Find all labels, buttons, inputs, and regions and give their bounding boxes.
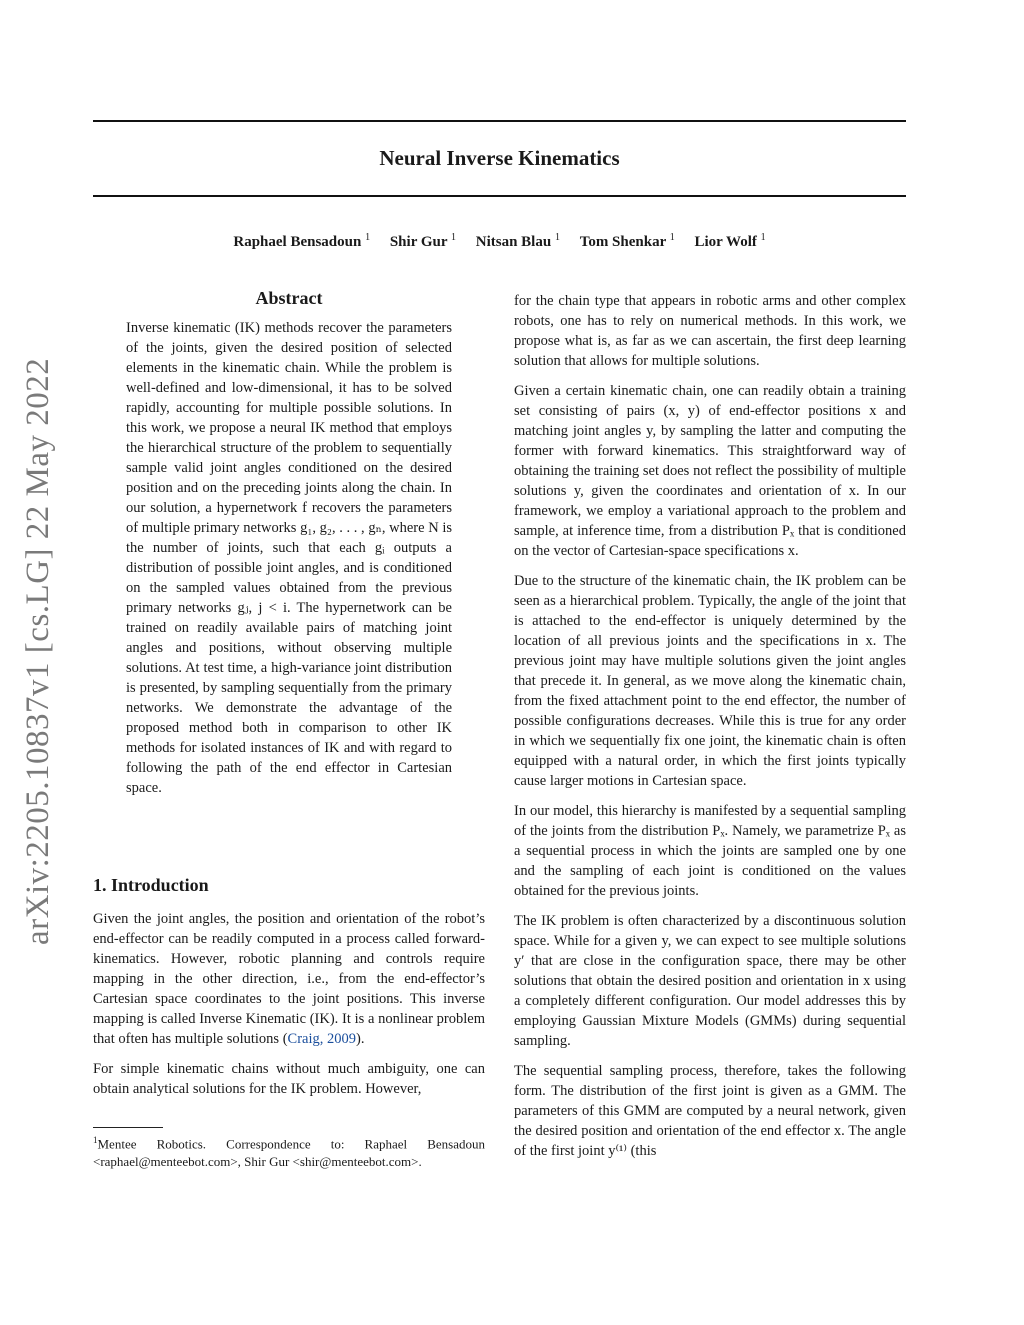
author-name: Tom Shenkar — [579, 234, 666, 250]
paragraph-text: Given the joint angles, the position and orientation of the robot’s end-effector can be readily computed in a process called forward-kinematics. However, robotic planning and controls require mapping in the other direction, i.e., from the end-effector’s Cartesian space coordinates to the joint positions. This inverse mapping is called Inverse Kinematic (IK). It is a nonlinear problem that often has multiple solutions ( — [93, 911, 485, 1047]
author — [390, 234, 456, 250]
title-rule-top — [93, 120, 906, 122]
footnote — [93, 1131, 485, 1171]
intro-paragraph-2: For simple kinematic chains without much ambiguity, one can obtain analytical solutions for the IK problem. However, — [93, 1061, 485, 1097]
author — [476, 234, 560, 250]
arxiv-identifier-stamp: arXiv:2205.10837v1 [cs.LG] 22 May 2022 — [20, 357, 56, 945]
author — [580, 234, 675, 250]
right-column-body — [514, 291, 906, 1171]
author-affiliation: 1 — [760, 232, 766, 243]
author-name: Lior Wolf — [694, 234, 757, 250]
author-name: Nitsan Blau — [475, 234, 552, 250]
title-rule-bottom — [93, 195, 906, 197]
footnote-divider — [93, 1127, 163, 1128]
body-paragraph: The sequential sampling process, therefore, takes the following form. The distribution of the first joint is given as a GMM. The parameters of this GMM are computed by a neural network, given the desired position and orientation of the end effector x. The angle of the first joint y⁽¹⁾ (this — [514, 1063, 906, 1159]
paper-title: Neural Inverse Kinematics — [379, 146, 620, 170]
author-list — [93, 232, 906, 251]
body-paragraph: The IK problem is often characterized by a discontinuous solution space. While for a given y, we can expect to see multiple solutions y′ that are close in the configuration space, there may be other solutions that obtain the desired position and orientation in x using a completely different configuration. Our model addresses this by employing Gaussian Mixture Models (GMMs) during sequential sampling. — [514, 913, 906, 1049]
abstract-heading: Abstract — [255, 288, 323, 308]
author — [233, 234, 370, 250]
footnote-mark: 1 — [93, 1135, 98, 1145]
abstract-text: Inverse kinematic (IK) methods recover the parameters of the joints, given the desired position of selected elements in the kinematic chain. While the problem is well-defined and low-dimensional, it has to be solved rapidly, accounting for multiple possible solutions. In this work, we propose a neural IK method that employs the hierarchical structure of the problem to sequentially sample valid joint angles conditioned on the desired position and on the preceding joints along the chain. In our solution, a hypernetwork f recovers the parameters of multiple primary networks g₁, g₂, . . . , gₙ, where N is the number of joints, such that each gᵢ outputs a distribution of possible joint angles, and is conditioned on the sampled values obtained from the previous primary networks gⱼ, j < i. The hypernetwork can be trained on readily available pairs of matching joint angles and positions, without observing multiple solutions. At test time, a high-variance joint distribution is presented, by sampling sequentially from the primary networks. We demonstrate the advantage of the proposed method both in comparison to other IK methods for isolated instances of IK and with regard to following the path of the end effector in Cartesian space. — [126, 320, 452, 796]
author-affiliation: 1 — [554, 232, 560, 243]
citation-link[interactable]: Craig, 2009 — [287, 1031, 356, 1047]
author-affiliation: 1 — [365, 232, 371, 243]
author-affiliation: 1 — [450, 232, 456, 243]
body-paragraph: Due to the structure of the kinematic chain, the IK problem can be seen as a hierarchical problem. Typically, the angle of the joint that is attached to the end-effector is uniquely determined by the location of all previous joints and the specifications in x. The previous joint may have multiple solutions given the joint angles that precede it. In general, as we move along the kinematic chain, from the fixed attachment point to the end effector, the number of possible configurations decreases. While this is true for any order in which we sequentially fix one joint, the kinematic chain is often equipped with a natural order, in which the first joints typically cause larger motions in Cartesian space. — [514, 573, 906, 789]
author-name: Raphael Bensadoun — [233, 234, 362, 250]
author-name: Shir Gur — [389, 234, 448, 250]
body-paragraph: for the chain type that appears in robotic arms and other complex robots, one has to rely on numerical methods. In this work, we propose what is, as far as we can ascertain, the first deep learning solution that allows for multiple solutions. — [514, 293, 906, 369]
author-affiliation: 1 — [669, 232, 675, 243]
left-column-body — [93, 909, 485, 1109]
body-paragraph: In our model, this hierarchy is manifested by a sequential sampling of the joints from the distribution Pₓ. Namely, we parametrize Pₓ as a sequential process in which the joints are sampled one by one and the sampling of each joint is conditioned on the values obtained for the previous joints. — [514, 803, 906, 899]
intro-paragraph-1 — [93, 909, 485, 1049]
footnote-text: Mentee Robotics. Correspondence to: Raphael Bensadoun <raphael@menteebot.com>, Shir Gur <shir@menteebot.com>. — [93, 1136, 485, 1170]
body-paragraph: Given a certain kinematic chain, one can readily obtain a training set consisting of pairs (x, y) of end-effector positions x and matching joint angles y, by sampling the latter and computing the former with forward kinematics. This straightforward way of obtaining the training set does not reflect the possibility of multiple solutions y, given the coordinates and orientation of x. In our framework, we employ a variational approach to the problem and sample, at inference time, from a distribution Pₓ that is conditioned on the vector of Cartesian-space specifications x. — [514, 383, 906, 559]
author — [694, 234, 765, 250]
paragraph-text: ). — [356, 1031, 365, 1047]
introduction-heading: 1. Introduction — [93, 875, 209, 895]
